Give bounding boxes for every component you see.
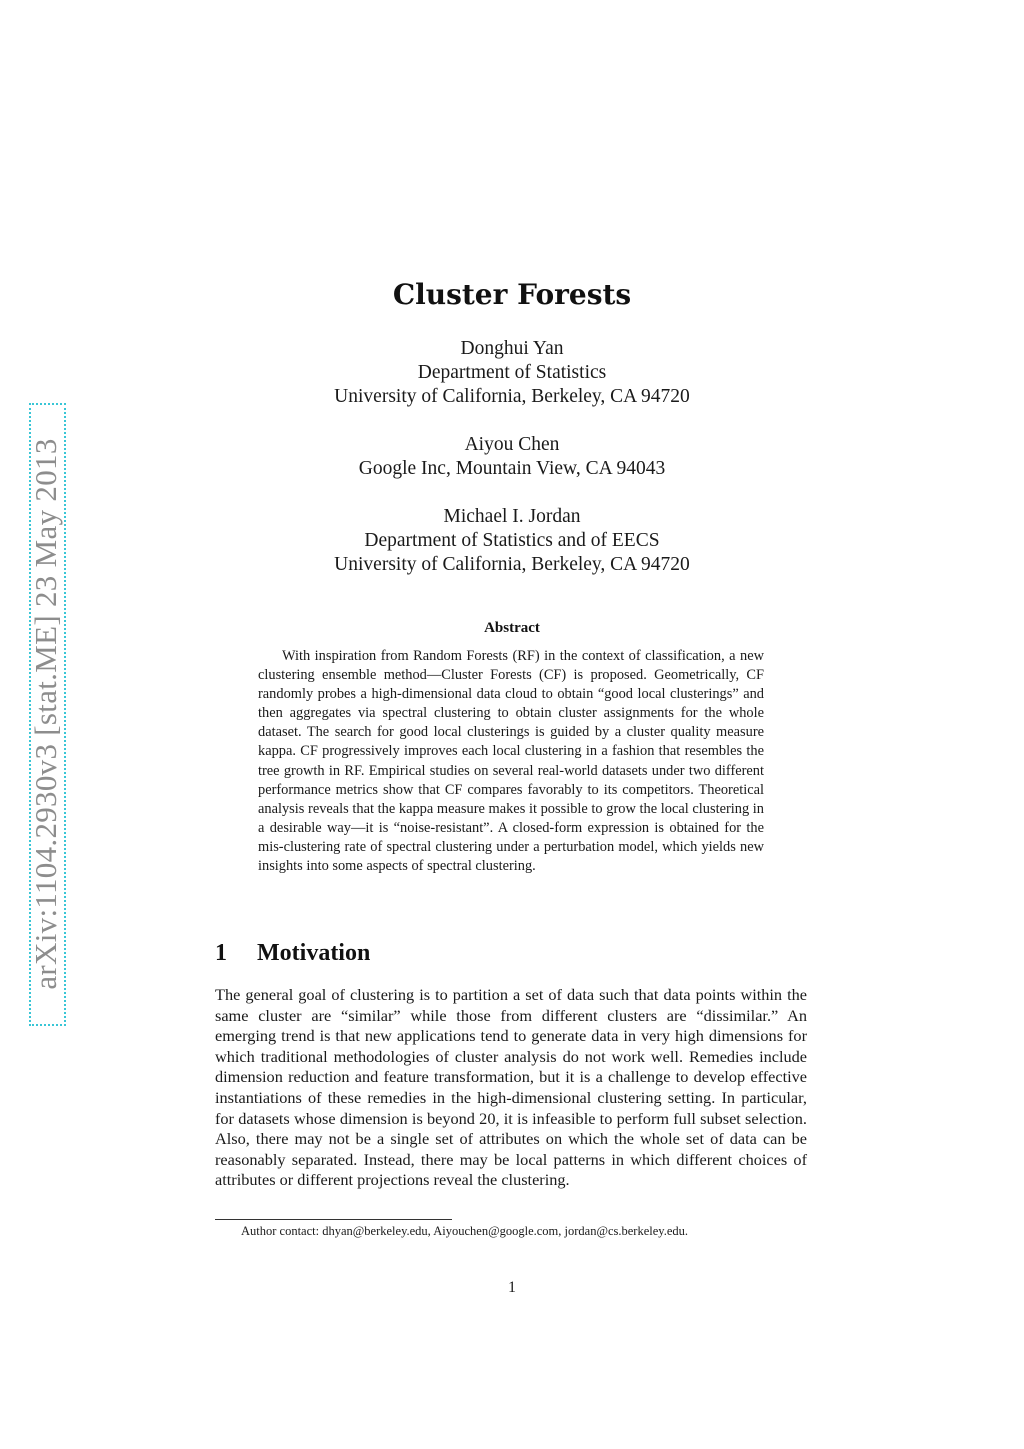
section-paragraph: The general goal of clustering is to partition a set of data such that data points within the same cluster are “similar” while those from different clusters are “dissimilar.” An emerging trend is that new applications tend to generate data in very high dimensions for which traditional methodologies of cluster analysis do not work well. Remedies include dimension reduction and feature transformation, but it is a challenge to develop effective instantiations of these remedies in the high-dimensional clustering setting. In particular, for datasets whose dimension is beyond 20, it is infeasible to perform full subset selection. Also, there may not be a single set of attributes on which the whole set of data can be reasonably separated. Instead, there may be local patterns in which different choices of attributes or different projections reveal the clustering. bbox=[215, 985, 807, 1190]
paper-title: Cluster Forests bbox=[392, 278, 632, 311]
author-affiliation: Department of Statistics bbox=[417, 362, 607, 383]
author-block-2 bbox=[0, 433, 1024, 481]
author-name: Michael I. Jordan bbox=[443, 506, 581, 527]
footnote-rule bbox=[215, 1219, 452, 1220]
author-name: Donghui Yan bbox=[460, 338, 564, 359]
section-number: 1 bbox=[215, 940, 227, 966]
abstract-heading: Abstract bbox=[484, 620, 540, 636]
page-number: 1 bbox=[508, 1279, 516, 1296]
author-affiliation: University of California, Berkeley, CA 94720 bbox=[334, 554, 690, 575]
abstract-body bbox=[258, 647, 764, 876]
author-block-3 bbox=[0, 505, 1024, 577]
author-affiliation: University of California, Berkeley, CA 94720 bbox=[334, 386, 690, 407]
section-title: Motivation bbox=[257, 940, 371, 966]
author-name: Aiyou Chen bbox=[464, 434, 560, 455]
author-affiliation: Department of Statistics and of EECS bbox=[364, 530, 660, 551]
abstract-text: With inspiration from Random Forests (RF) in the context of classification, a new clustering ensemble method—Cluster Forests (CF) is proposed. Geometrically, CF randomly probes a high-dimensional data cloud to obtain “good local clusterings” and then aggregates via spectral clustering to obtain cluster assignments for the whole dataset. The search for good local clusterings is guided by a cluster quality measure kappa. CF progressively improves each local clustering in a fashion that resembles the tree growth in RF. Empirical studies on several real-world datasets under two different performance metrics show that CF compares favorably to its competitors. Theoretical analysis reveals that the kappa measure makes it possible to grow the local clustering in a desirable way—it is “noise-resistant”. A closed-form expression is obtained for the mis-clustering rate of spectral clustering under a perturbation model, which yields new insights into some aspects of spectral clustering. bbox=[258, 648, 764, 875]
section-body bbox=[215, 985, 807, 1191]
section-heading bbox=[215, 940, 370, 967]
author-block-1 bbox=[0, 337, 1024, 409]
arxiv-identifier: arXiv:1104.2930v3 [stat.ME] 23 May 2013 bbox=[28, 438, 63, 990]
author-affiliation: Google Inc, Mountain View, CA 94043 bbox=[358, 458, 666, 479]
footnote: Author contact: dhyan@berkeley.edu, Aiyouchen@google.com, jordan@cs.berkeley.edu. bbox=[241, 1224, 689, 1238]
